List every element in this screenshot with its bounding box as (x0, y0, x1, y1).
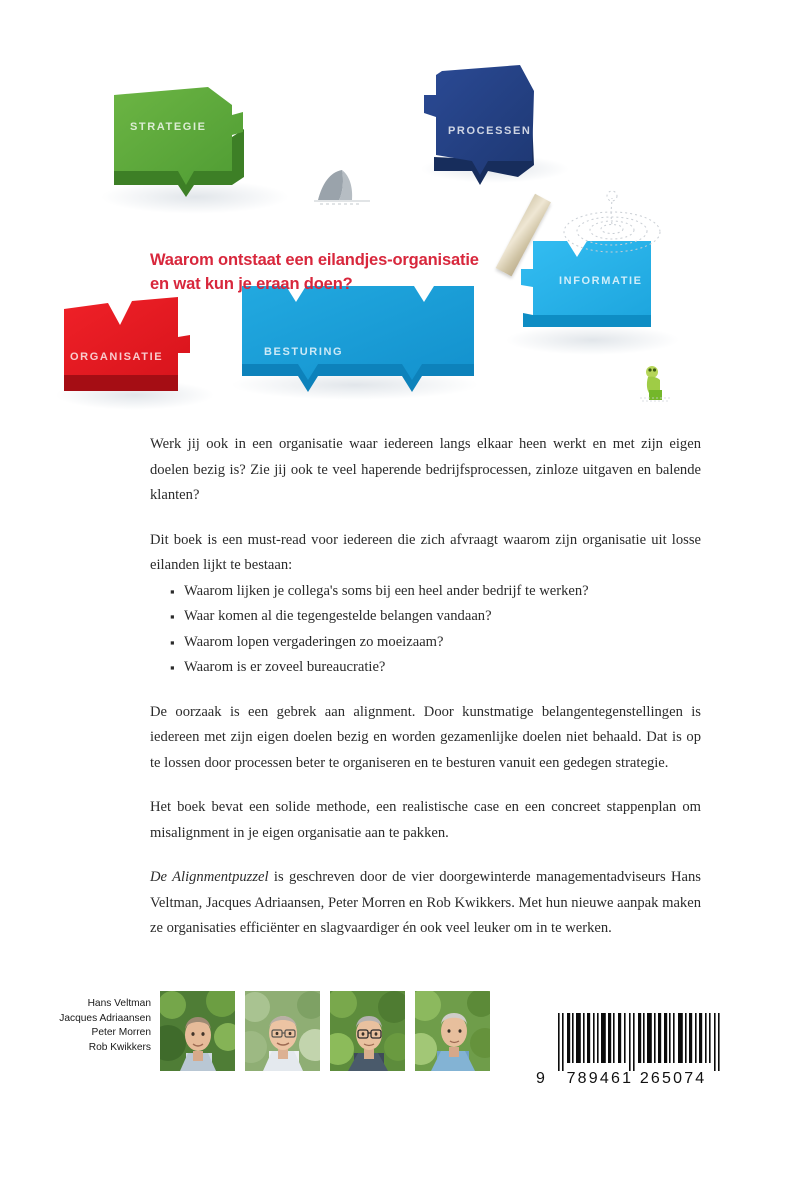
barcode-bars-icon (556, 1013, 721, 1071)
puzzle-piece-strategie (112, 85, 252, 200)
barcode-lead-digit: 9 (536, 1070, 545, 1087)
headline-line-2: en wat kun je eraan doen? (150, 275, 353, 293)
author-portrait-4 (415, 991, 490, 1071)
author-portrait-2 (245, 991, 320, 1071)
besturing-shape-icon (242, 284, 474, 396)
puzzle-label-besturing: BESTURING (264, 346, 344, 358)
avatar (160, 991, 235, 1071)
list-item (150, 579, 701, 605)
bullet-icon: ▪ (170, 609, 175, 624)
headline (150, 248, 570, 296)
puzzle-label-informatie: INFORMATIE (559, 275, 643, 287)
blurb-paragraph-5 (150, 865, 701, 942)
blurb-paragraph-4: Het boek bevat een solide methode, een realistische case en een concreet stappenplan om misalignment in je eigen organisatie aan te pakken. (150, 799, 701, 841)
puzzle-piece-processen (424, 65, 559, 190)
author-name: Peter Morren (91, 1027, 151, 1039)
blurb-paragraph-2: Dit boek is een must-read voor iedereen die zich afvraagt waarom zijn organisatie uit losse eilanden lijkt te bestaan: (150, 531, 701, 573)
list-item (150, 604, 701, 630)
list-item (150, 655, 701, 681)
list-item (150, 630, 701, 656)
author-name-list (46, 997, 151, 1055)
blurb-question-list (150, 579, 701, 681)
author-portrait-3 (330, 991, 405, 1071)
frog-icon (640, 362, 670, 404)
puzzle-piece-organisatie (62, 293, 194, 401)
blurb-paragraph-5-rest: is geschreven door de vier doorgewinterde managementadviseurs Hans Veltman, Jacques Adriaansen, Peter Morren en Rob Kwikkers. Met hun nieuwe aanpak maken ze organisaties efficiënter en slagvaardiger én ook veel leuker om in te werken. (150, 869, 701, 936)
list-item-text: Waar komen al die tegengestelde belangen vandaan? (184, 608, 492, 624)
puzzle-label-processen: PROCESSEN (448, 125, 532, 137)
author-name: Jacques Adriaansen (59, 1012, 151, 1024)
isbn-barcode (556, 1013, 721, 1073)
blurb-paragraph-3: De oorzaak is een gebrek aan alignment. Door kunstmatige belangentegenstellingen is iedereen met zijn eigen doelen bezig en worden gezamenlijke doelen niet behaald. Dat is op te lossen door processen beter te organiseren en te besturen vanuit een gedegen strategie. (150, 703, 701, 771)
list-item-text: Waarom is er zoveel bureaucratie? (184, 659, 386, 675)
puzzle-label-organisatie: ORGANISATIE (70, 351, 164, 363)
barcode-digits: 789461 265074 (566, 1070, 707, 1087)
avatar (245, 991, 320, 1071)
shark-fin-icon (312, 166, 372, 210)
list-item-text: Waarom lijken je collega's soms bij een heel ander bedrijf te werken? (184, 582, 589, 599)
avatar (415, 991, 490, 1071)
back-cover-blurb (150, 432, 701, 942)
list-item-text: Waarom lopen vergaderingen zo moeizaam? (184, 633, 444, 650)
bullet-icon: ▪ (170, 634, 175, 650)
author-name: Hans Veltman (87, 998, 151, 1009)
bullet-icon: ▪ (170, 660, 175, 675)
author-photo-strip (160, 991, 490, 1071)
puzzle-piece-besturing (242, 284, 474, 394)
strategie-shape-icon (112, 85, 252, 203)
avatar (330, 991, 405, 1071)
water-ripple-icon (560, 188, 670, 264)
author-portrait-1 (160, 991, 235, 1071)
headline-line-1: Waarom ontstaat een eilandjes-organisatie (150, 251, 479, 269)
puzzle-illustration (0, 40, 792, 420)
blurb-paragraph-1: Werk jij ook in een organisatie waar iedereen langs elkaar heen werkt en met zijn eigen doelen bezig is? Zie jij ook te veel haperende bedrijfsprocessen, zinloze uitgaven en balende klanten? (150, 436, 701, 503)
book-title-italic: De Alignmentpuzzel (150, 869, 269, 885)
bullet-icon: ▪ (170, 583, 175, 599)
organisatie-shape-icon (62, 293, 194, 403)
author-name: Rob Kwikkers (88, 1041, 151, 1053)
puzzle-label-strategie: STRATEGIE (130, 121, 207, 133)
